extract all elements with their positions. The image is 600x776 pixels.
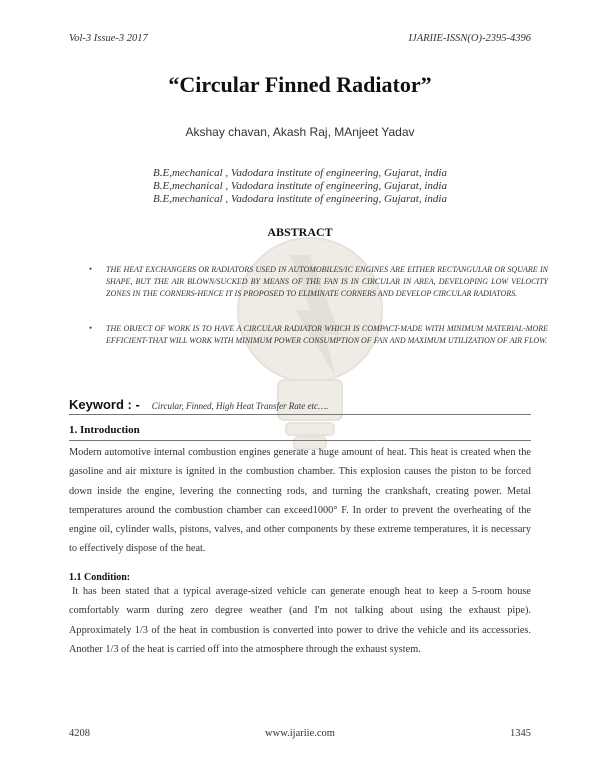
abstract-heading: ABSTRACT	[267, 225, 333, 239]
affiliation-3: B.E,mechanical , Vadodara institute of engineering, Gujarat, india	[153, 193, 447, 205]
keywords-line	[69, 396, 328, 414]
footer-website: www.ijariie.com	[265, 728, 335, 739]
journal-issn: IJARIIE-ISSN(O)-2395-4396	[408, 33, 531, 44]
keywords-text: Circular, Finned, High Heat Transfer Rate etc….	[151, 401, 329, 411]
bullet-marker: •	[89, 264, 93, 274]
abstract-bullet-1: THE HEAT EXCHANGERS OR RADIATORS USED IN AUTOMOBILES/IC ENGINES ARE EITHER RECTANGULAR OR SQUARE IN SHAPE, BUT THE AIR BLOWN/SUCKED BY MEANS OF THE FAN IS IN CIRCULAR IN AREA, DEVELOPING LOW VELOCITY ZONES IN THE CORNERS-HENCE IT IS PROPOSED TO ELIMINATE CORNERS AND DEVELOP CIRCULAR RADIATORS.	[106, 265, 548, 298]
footer-paper-id: 4208	[69, 728, 90, 739]
divider	[69, 440, 531, 441]
intro-heading: 1. Introduction	[69, 424, 140, 436]
condition-paragraph: It has been stated that a typical average-sized vehicle can generate enough heat to keep a 5-room house comfortably warm during zero degree weather (and I'm not talking about using the exhaust pipe). Approximately 1/3 of the heat in combustion is converted into power to drive the vehicle and its accessories. Another 1/3 of the heat is carried off into the atmosphere through the exhaust system.	[69, 586, 531, 655]
keywords-label: Keyword : -	[69, 397, 140, 412]
abstract-bullet-2: THE OBJECT OF WORK IS TO HAVE A CIRCULAR RADIATOR WHICH IS COMPACT-MADE WITH MINIMUM MATERIAL-MORE EFFICIENT-THAT WILL WORK WITH MINIMUM POWER CONSUMPTION OF FAN AND MAXIMUM UTILIZATION OF AIR FLOW.	[106, 324, 548, 345]
paper-authors: Akshay chavan, Akash Raj, MAnjeet Yadav	[185, 125, 415, 139]
affiliation-2: B.E,mechanical , Vadodara institute of engineering, Gujarat, india	[153, 180, 447, 192]
paper-title: “Circular Finned Radiator”	[168, 72, 432, 97]
condition-heading: 1.1 Condition:	[69, 572, 131, 583]
footer-page-number: 1345	[510, 728, 531, 739]
journal-volume: Vol-3 Issue-3 2017	[69, 33, 148, 44]
intro-paragraph: Modern automotive internal combustion engines generate a huge amount of heat. This heat is created when the gasoline and air mixture is ignited in the combustion chamber. This explosion causes the piston to be forced down inside the engine, levering the connecting rods, and turning the crankshaft, creating power. Metal temperatures around the combustion chamber can exceed1000° F. In order to prevent the overheating of the engine oil, cylinder walls, pistons, valves, and other components by these extreme temperatures, it is necessary to effectively dispose of the heat.	[69, 447, 531, 555]
affiliation-1: B.E,mechanical , Vadodara institute of engineering, Gujarat, india	[153, 167, 447, 179]
divider	[69, 414, 531, 415]
bullet-marker: •	[89, 323, 93, 333]
